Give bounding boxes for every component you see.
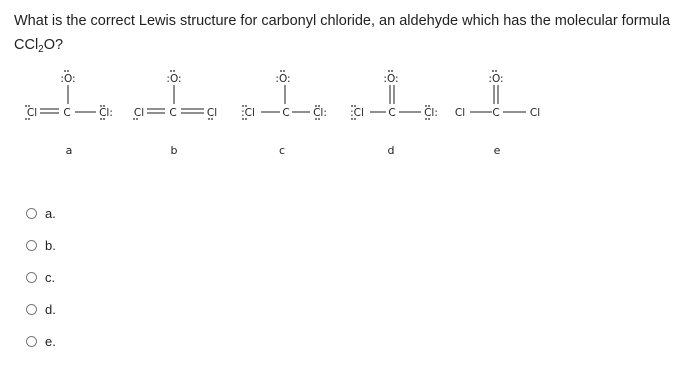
radio-button-a[interactable] <box>26 208 37 219</box>
structure-e-right-atom: Cl <box>529 107 541 119</box>
option-d[interactable] <box>26 293 56 325</box>
structure-e-letter: e <box>493 144 501 157</box>
option-c[interactable] <box>26 261 56 293</box>
structure-c-letter: c <box>278 144 286 157</box>
structure-b-left-atom: Cl <box>133 107 145 119</box>
option-c-label: c. <box>45 269 56 285</box>
option-b-label: b. <box>45 237 56 253</box>
structure-c-center-atom: C <box>282 107 290 119</box>
structure-a-center-atom: C <box>63 107 71 119</box>
structure-b-letter: b <box>170 144 178 157</box>
structure-e-left-atom: Cl <box>454 107 466 119</box>
question-text: What is the correct Lewis structure for carbonyl chloride, an aldehyde which has the molecular formula CCl$_2$O? <box>14 13 671 55</box>
structure-d-oxygen: :O: <box>383 73 399 85</box>
structure-d-center-atom: C <box>388 107 396 119</box>
option-e-label: e. <box>45 333 56 349</box>
structure-a-left-atom: Cl <box>26 107 38 119</box>
radio-button-e[interactable] <box>26 336 37 347</box>
option-a-label: a. <box>45 205 56 221</box>
lewis-structures-figure <box>0 60 700 160</box>
structure-b-right-atom: Cl <box>206 107 218 119</box>
structure-e-oxygen: :O: <box>488 73 504 85</box>
radio-button-d[interactable] <box>26 304 37 315</box>
structure-b-center-atom: C <box>169 107 177 119</box>
radio-button-b[interactable] <box>26 240 37 251</box>
radio-button-c[interactable] <box>26 272 37 283</box>
structure-c-right-atom: Cl: <box>313 107 327 119</box>
option-b[interactable] <box>26 229 56 261</box>
structure-a-right-atom: Cl: <box>99 107 113 119</box>
option-e[interactable] <box>26 325 56 357</box>
structure-a-oxygen: :O: <box>60 73 76 85</box>
structure-a-letter: a <box>65 144 73 157</box>
structure-d-left-atom: :Cl <box>350 107 364 119</box>
structure-d-right-atom: Cl: <box>424 107 438 119</box>
option-a[interactable] <box>26 197 56 229</box>
answer-options <box>26 197 56 357</box>
structure-e-center-atom: C <box>492 107 500 119</box>
structure-d-letter: d <box>387 144 395 157</box>
option-d-label: d. <box>45 301 56 317</box>
structure-b-oxygen: :O: <box>166 73 182 85</box>
structure-c-oxygen: :O: <box>275 73 291 85</box>
structure-c-left-atom: :Cl <box>241 107 255 119</box>
